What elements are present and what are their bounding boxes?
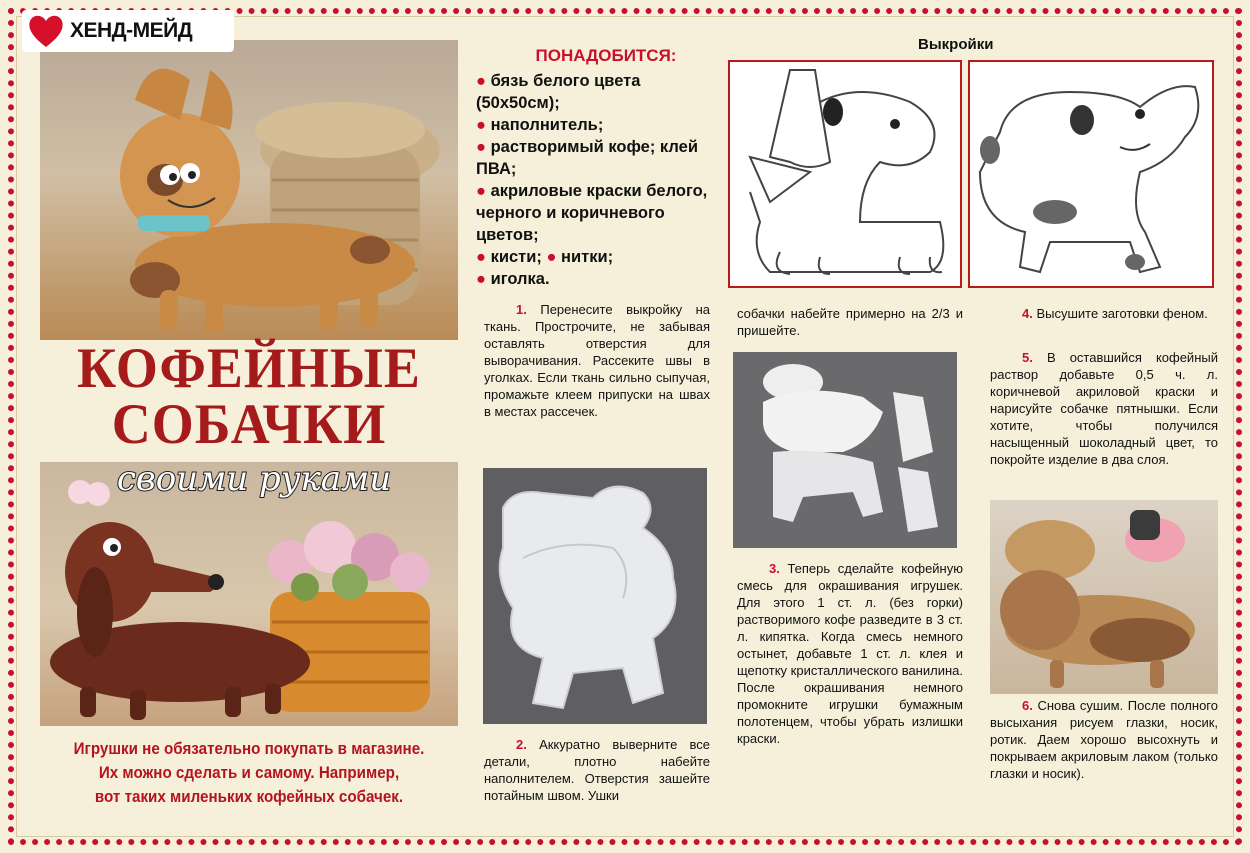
badge-label: ХЕНД-МЕЙД — [70, 19, 193, 42]
step-3: 3. Теперь сделайте кофейную смесь для окрашивания игрушек. Для этого 1 ст. л. (без горки) растворимого кофе разведите в 3 ст. л. кипятка. Когда смесь немного остынет, добавьте 1 ст. л. клея и щепотку кристаллического ванилина. После окрашивания немного промокните игрушки бумажным полотенцем, чтобы убрать излишки краски. — [737, 561, 963, 746]
pattern-spotted-dog — [968, 60, 1214, 288]
intro-caption — [51, 737, 447, 809]
step-1: 1. Перенесите выкройку на ткань. Прострочите, не забывая оставлять отверстия для выворачивания. Рассеките швы в уголках. Если ткань сильно сыпучая, промажьте клеем припуски на швах в местах рассечек. — [484, 302, 710, 419]
bullet-icon: ● — [476, 182, 491, 200]
materials-heading: ПОНАДОБИТСЯ: — [535, 46, 677, 65]
photo-sewn-pieces — [483, 468, 707, 724]
list-item: ● кисти; ● нитки; — [476, 248, 614, 266]
title-line-2: СОБАЧКИ — [111, 392, 387, 456]
step-2-continued: собачки набейте примерно на 2/3 и пришейте. — [737, 306, 963, 338]
photo-coffee-dog-basket — [40, 40, 458, 340]
list-item: ● иголка. — [476, 270, 550, 288]
step-2: 2. Аккуратно выверните все детали, плотно набейте наполнителем. Отверстия зашейте потайным швом. Ушки — [484, 737, 710, 803]
materials-list — [476, 46, 716, 290]
caption-line-3: вот таких миленьких кофейных собачек. — [94, 788, 404, 806]
photo-stuffed-pieces — [733, 352, 957, 548]
step-5: 5. В оставшийся кофейный раствор добавьте 0,5 ч. л. коричневой акриловой краски и нарисуйте собачке пятнышки. Если хотите, чтобы получился насыщенный шоколадный цвет, то покройте изделие в два слоя. — [990, 350, 1218, 467]
step-6: 6. Снова сушим. После полного высыхания рисуем глазки, носик, ротик. Даем хорошо высохнуть и покрываем акриловым лаком (только глазки и носик). — [990, 698, 1218, 781]
list-item: ● наполнитель; — [476, 116, 604, 134]
bullet-icon: ● — [476, 248, 491, 266]
bullet-icon: ● — [476, 116, 491, 134]
list-item: ● акриловые краски белого, черного и коричневого цветов; — [476, 182, 708, 244]
photo-painted-dogs — [990, 500, 1218, 694]
caption-line-2: Их можно сделать и самому. Например, — [98, 764, 400, 782]
section-badge — [22, 10, 234, 52]
caption-line-1: Игрушки не обязательно покупать в магазине. — [73, 740, 425, 758]
list-item: ● растворимый кофе; клей ПВА; — [476, 138, 698, 178]
bullet-icon: ● — [546, 248, 562, 266]
bullet-icon: ● — [476, 270, 491, 288]
pattern-dachshund — [728, 60, 962, 288]
step-4: 4. Высушите заготовки феном. — [1022, 306, 1208, 321]
heart-icon — [26, 13, 66, 49]
bullet-icon: ● — [476, 138, 491, 156]
list-item: ● бязь белого цвета (50х50см); — [476, 72, 641, 112]
title-line-1: КОФЕЙНЫЕ — [77, 336, 421, 400]
article-title — [40, 336, 458, 464]
article-subtitle: своими руками — [116, 459, 392, 499]
patterns-title: Выкройки — [918, 36, 994, 53]
bullet-icon: ● — [476, 72, 491, 90]
